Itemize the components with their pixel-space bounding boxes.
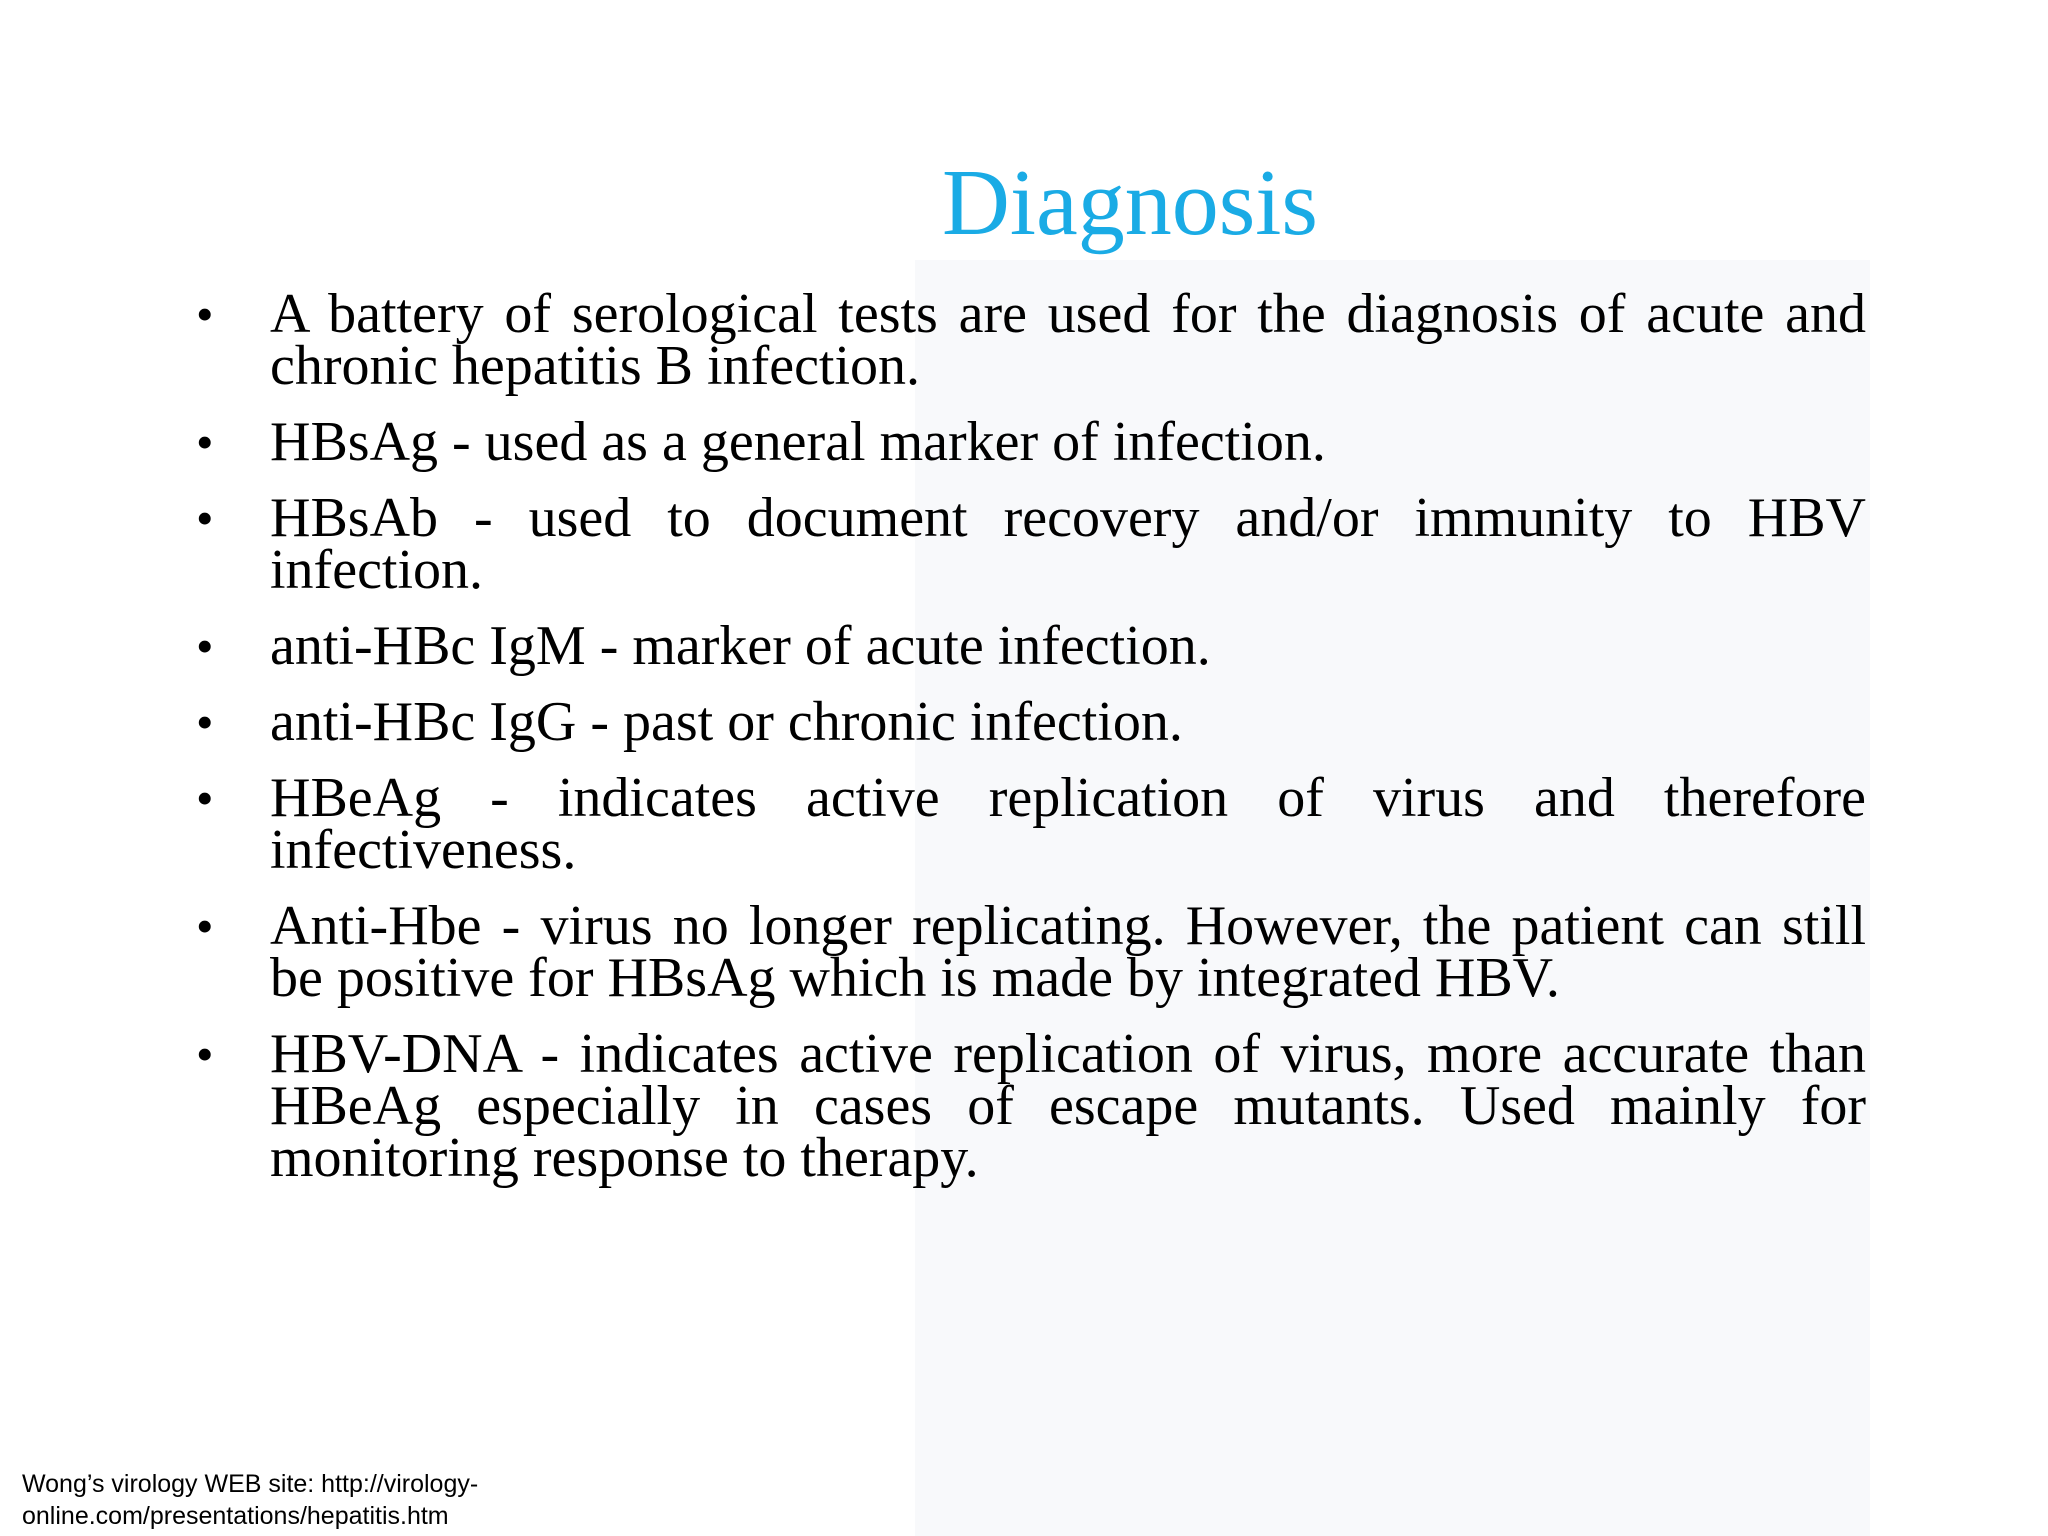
bullet-icon: • (196, 286, 214, 342)
bullet-text: anti-HBc IgG - past or chronic infection. (270, 691, 1183, 753)
bullet-text: A battery of serological tests are used for the diagnosis of acute and chronic hepatitis B infection. (270, 283, 1866, 397)
bullet-list (196, 283, 1866, 1208)
bullet-text: HBV-DNA - indicates active replication of virus, more accurate than HBeAg especially in cases of escape mutants. Used mainly for monitoring response to therapy. (270, 1023, 1866, 1189)
source-citation (22, 1468, 582, 1532)
bullet-item (196, 691, 1866, 753)
bullet-item (196, 767, 1866, 881)
bullet-text: anti-HBc IgM - marker of acute infection. (270, 615, 1211, 677)
bullet-text: HBeAg - indicates active replication of virus and therefore infectiveness. (270, 767, 1866, 881)
source-line-2: online.com/presentations/hepatitis.htm (22, 1502, 449, 1530)
bullet-item (196, 411, 1866, 473)
source-line-1: Wong’s virology WEB site: http://virology- (22, 1470, 479, 1498)
bullet-icon: • (196, 770, 214, 826)
bullet-text: Anti-Hbe - virus no longer replicating. However, the patient can still be positive for HBsAg which is made by integrated HBV. (270, 895, 1866, 1009)
bullet-icon: • (196, 898, 214, 954)
bullet-icon: • (196, 694, 214, 750)
bullet-icon: • (196, 1026, 214, 1082)
bullet-item (196, 487, 1866, 601)
bullet-text: HBsAg - used as a general marker of infection. (270, 411, 1326, 473)
bullet-icon: • (196, 618, 214, 674)
slide-title: Diagnosis (942, 151, 1318, 255)
bullet-item (196, 1023, 1866, 1189)
bullet-icon: • (196, 490, 214, 546)
bullet-text: HBsAb - used to document recovery and/or immunity to HBV infection. (270, 487, 1866, 601)
bullet-item (196, 283, 1866, 397)
bullet-item (196, 615, 1866, 677)
bullet-icon: • (196, 414, 214, 470)
bullet-item (196, 895, 1866, 1009)
